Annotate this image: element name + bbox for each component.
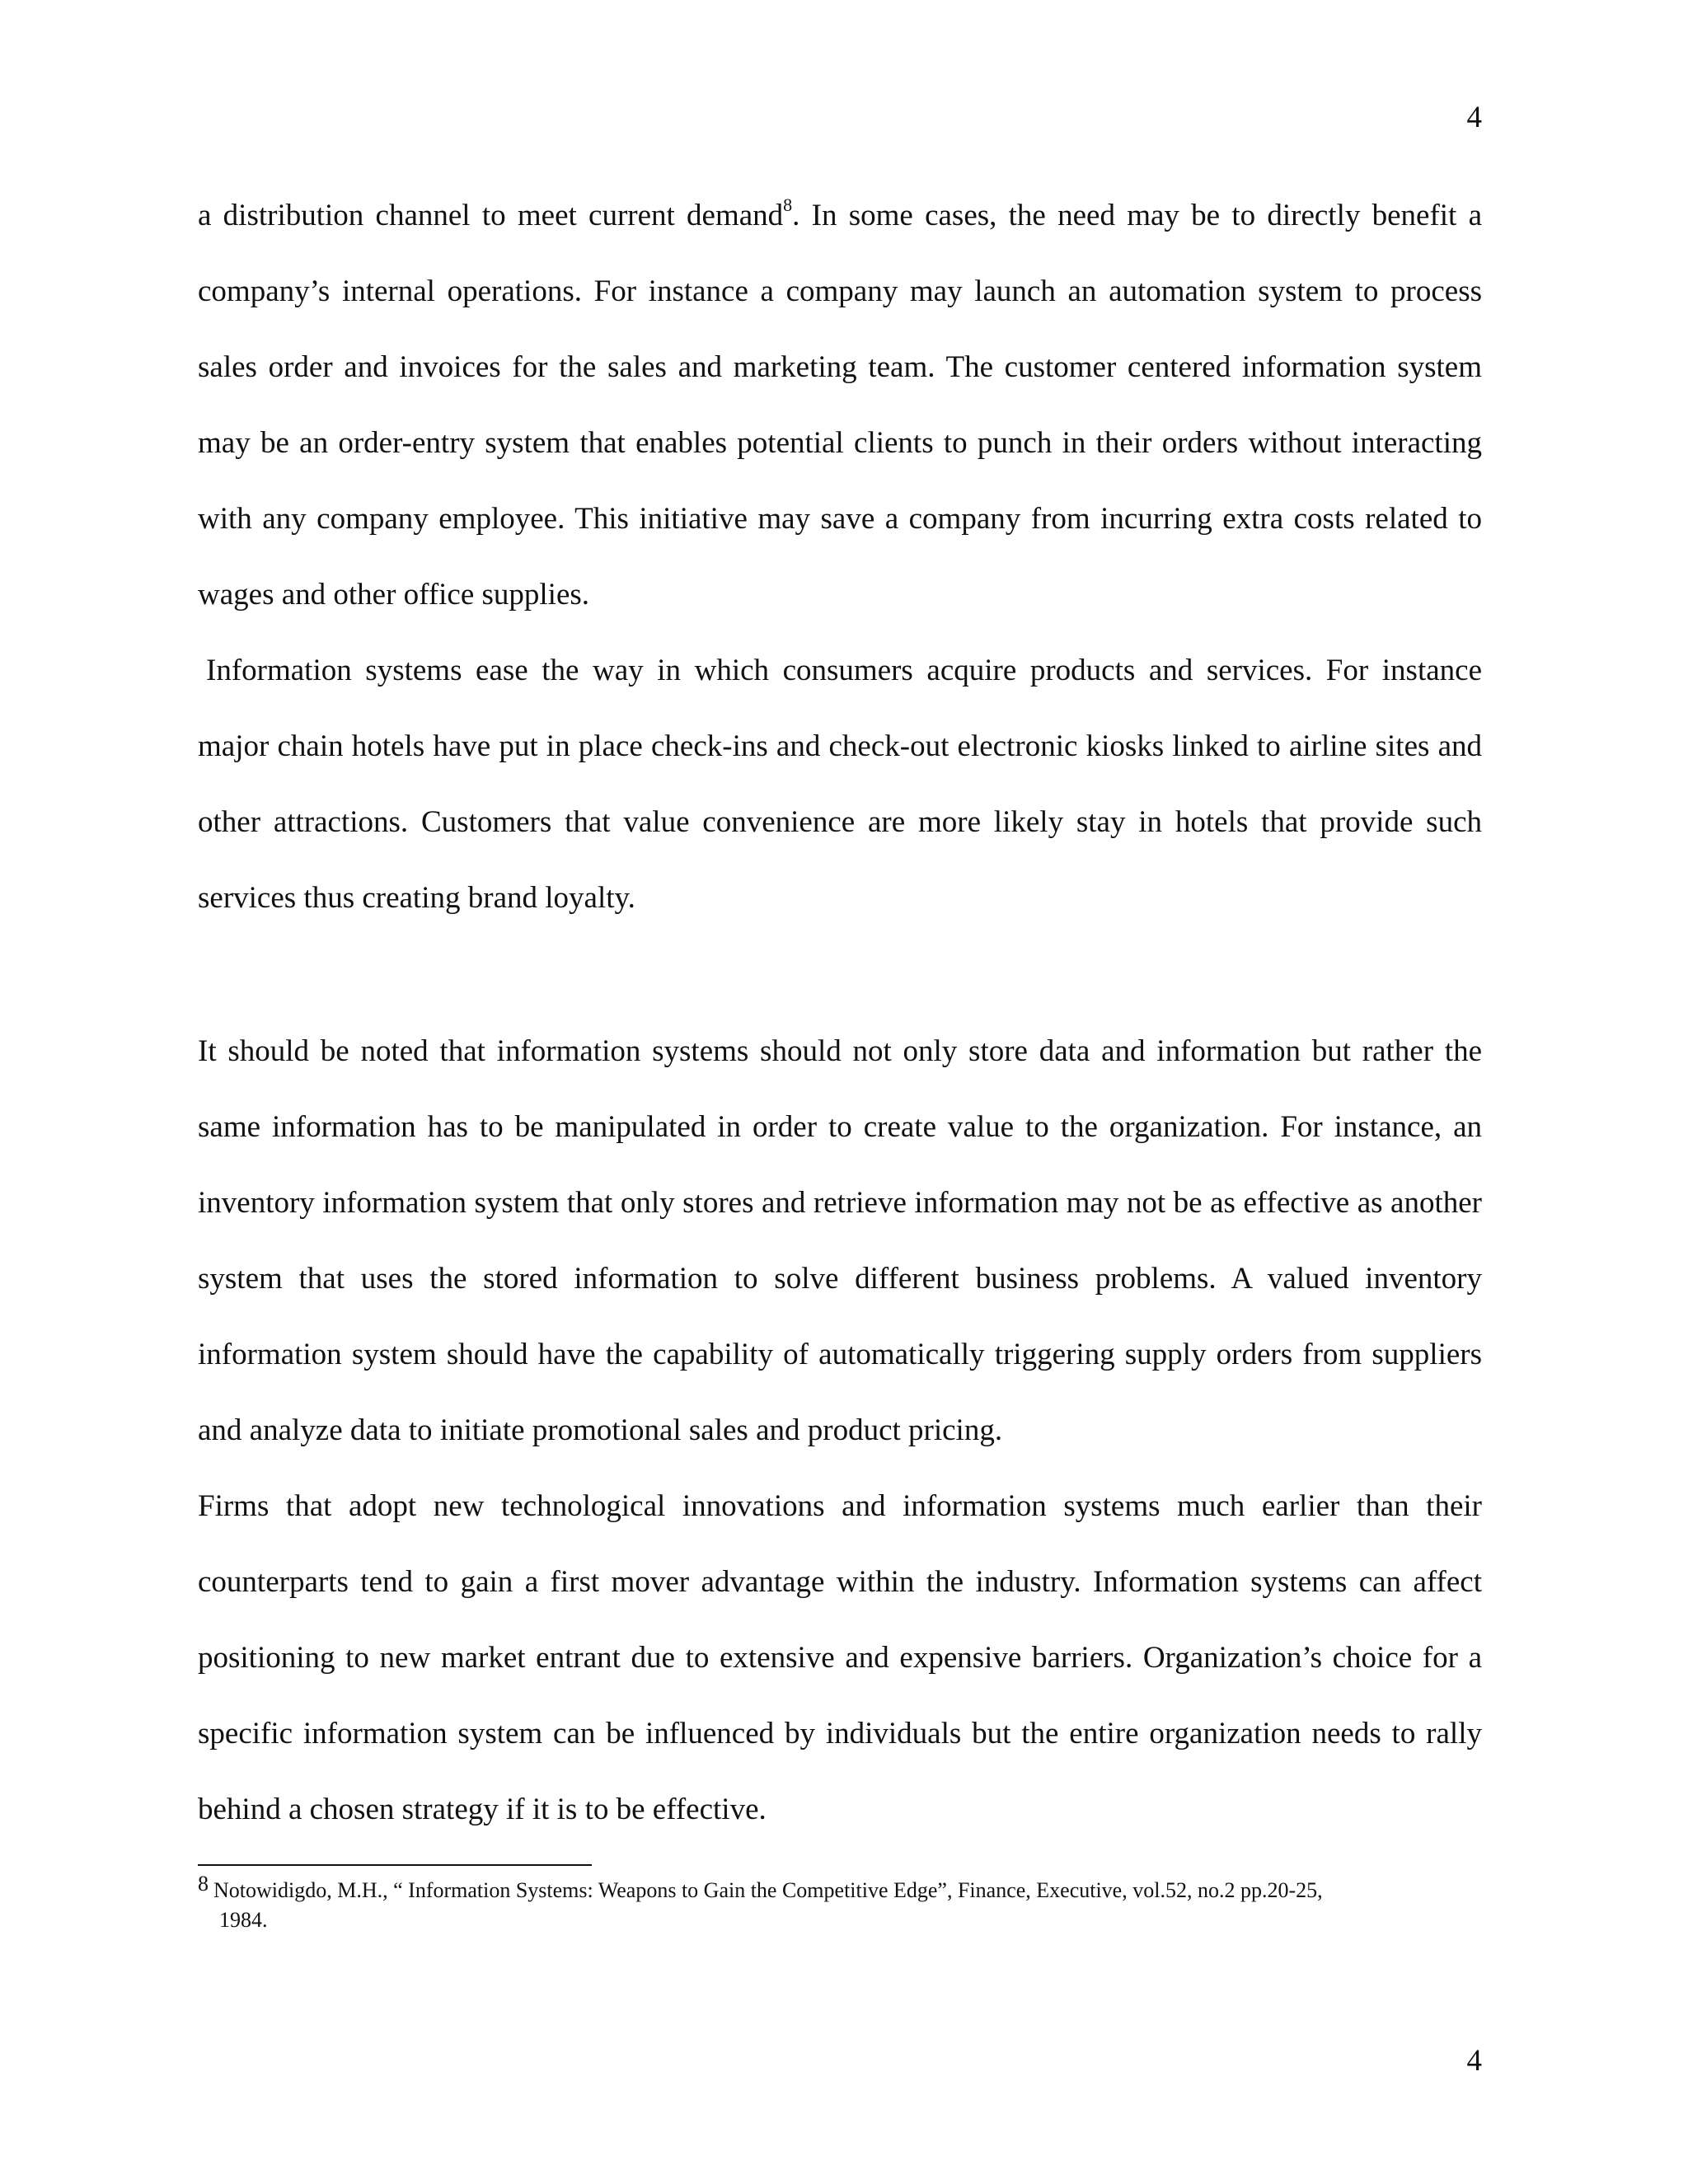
body-text-block-2 [198, 1014, 1482, 1848]
footnote-8 [198, 1872, 1385, 1935]
footnote-separator [198, 1864, 592, 1866]
page-number-top: 4 [1466, 101, 1482, 134]
paragraph-1 [198, 178, 1482, 633]
paragraph-1-part-b: . In some cases, the need may be to directly benefit a company’s internal operations. For instance a company may launch an automation system to process sales order and invoices for the sales and marketing team. The customer centered information system may be an order-entry system that enables potential clients to punch in their orders without interacting with any company employee. This initiative may save a company from incurring extra costs related to wages and other office supplies. [198, 199, 1483, 612]
footnote-text-line-1: Notowidigdo, M.H., “ Information Systems: Weapons to Gain the Competitive Edge”, Finance, Executive, vol.52, no.2 pp.20-25, [213, 1878, 1323, 1902]
footnote-text-line-2: 1984. [219, 1908, 268, 1932]
body-text-block-1 [198, 178, 1482, 936]
footnote-reference-8: 8 [783, 194, 793, 215]
paragraph-2: Information systems ease the way in which consumers acquire products and services. For instance major chain hotels have put in place check-ins and check-out electronic kiosks linked to airline sites and other attractions. Customers that value convenience are more likely stay in hotels that provide such services thus creating brand loyalty. [198, 654, 1482, 915]
footnote-mark: 8 [198, 1872, 209, 1896]
paragraph-3: It should be noted that information systems should not only store data and information but rather the same information has to be manipulated in order to create value to the organization. For instance, an inventory information system that only stores and retrieve information may not be as effective as another system that uses the stored information to solve different business problems. A valued inventory information system should have the capability of automatically triggering supply orders from suppliers and analyze data to initiate promotional sales and product pricing. [198, 1034, 1482, 1447]
paragraph-1-part-a: a distribution channel to meet current demand [198, 199, 784, 232]
page-number-bottom: 4 [1466, 2044, 1482, 2078]
paragraph-4: Firms that adopt new technological innovations and information systems much earlier than their counterparts tend to gain a first mover advantage within the industry. Information systems can affect positioning to new market entrant due to extensive and expensive barriers. Organization’s choice for a specific information system can be influenced by individuals but the entire organization needs to rally behind a chosen strategy if it is to be effective. [198, 1489, 1482, 1826]
